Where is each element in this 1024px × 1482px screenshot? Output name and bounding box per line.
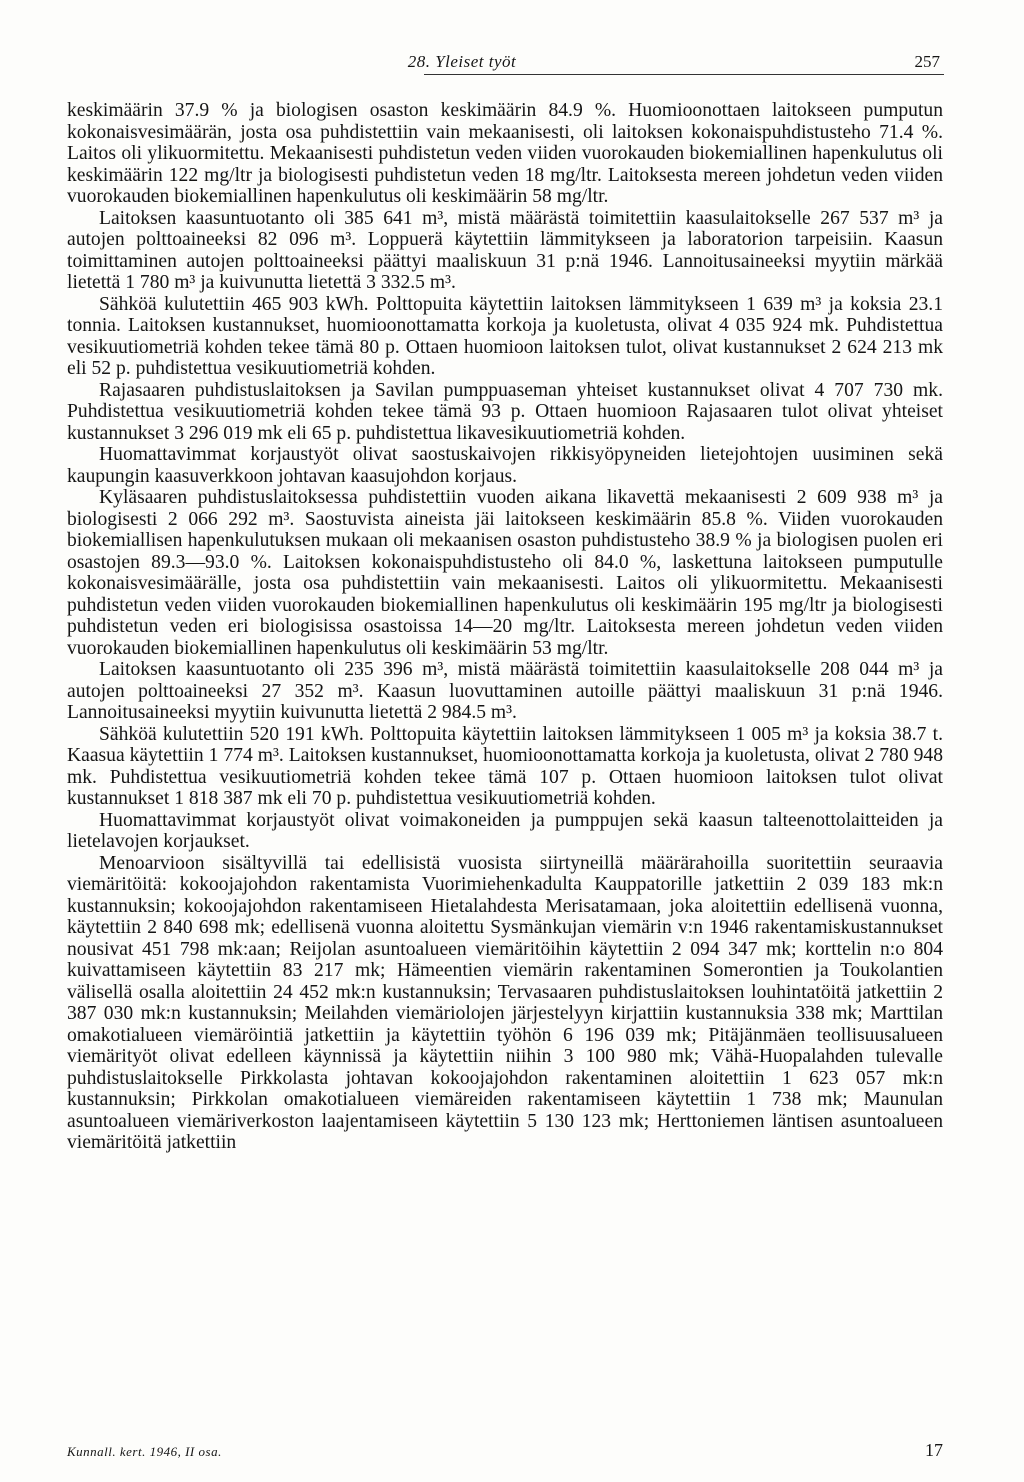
body-text	[67, 100, 943, 1154]
paragraph-8: Sähköä kulutettiin 520 191 kWh. Polttopuita käytettiin laitoksen lämmitykseen 1 005 m³ ja koksia 38.7 t. Kaasua käytettiin 1 774 m³. Laitoksen kustannukset, huomioonottamatta korkoja ja kuoletusta, olivat 2 780 948 mk. Puhdistettua vesikuutiometriä kohden tekee tämä 107 p. Ottaen huomioon laitoksen tulot olivat kustannukset 1 818 387 mk eli 70 p. puhdistettua vesikuutiometriä kohden.	[67, 723, 943, 809]
footer-source: Kunnall. kert. 1946, II osa.	[67, 1444, 222, 1459]
paragraph-3: Sähköä kulutettiin 465 903 kWh. Polttopuita käytettiin laitoksen lämmitykseen 1 639 m³ ja koksia 23.1 tonnia. Laitoksen kustannukset, huomioonottamatta korkoja ja kuoletusta, olivat 4 035 924 mk. Puhdistettua vesikuutiometriä kohden tekee tämä 80 p. Ottaen huomioon laitoksen tulot, olivat kustannukset 2 624 213 mk eli 52 p. puhdistettua vesikuutiometriä kohden.	[67, 293, 943, 379]
page-number: 257	[914, 52, 940, 71]
paragraph-2: Laitoksen kaasuntuotanto oli 385 641 m³, mistä määrästä toimitettiin kaasulaitokselle 267 537 m³ ja autojen polttoaineeksi 82 096 m³. Loppuerä käytettiin lämmitykseen ja laboratorion tarpeisiin. Kaasun toimittaminen autojen polttoaineeksi päättyi maaliskuun 31 p:nä 1946. Lannoitusaineeksi myytiin märkää lietettä 1 780 m³ ja kuivunutta lietettä 3 332.5 m³.	[67, 207, 943, 293]
paragraph-7: Laitoksen kaasuntuotanto oli 235 396 m³, mistä määrästä toimitettiin kaasulaitokselle 208 044 m³ ja autojen polttoaineeksi 27 352 m³. Kaasun luovuttaminen autoille päättyi maaliskuun 31 p:nä 1946. Lannoitusaineeksi myytiin kuivunutta lietettä 2 984.5 m³.	[67, 659, 943, 723]
running-header-title: 28. Yleiset työt	[407, 52, 517, 71]
paragraph-1: keskimäärin 37.9 % ja biologisen osaston keskimäärin 84.9 %. Huomioonottaen laitokseen pumputun kokonaisvesimäärän, josta osa puhdistettiin vain mekaanisesti, oli laitoksen kokonaispuhdistusteho 71.4 %. Laitos oli ylikuormitettu. Mekaanisesti puhdistetun veden viiden vuorokauden biokemiallinen hapenkulutus oli keskimäärin 122 mg/ltr ja biologisesti puhdistetun veden 18 mg/ltr. Laitoksesta mereen johdetun veden viiden vuorokauden biokemiallinen hapenkulutus oli keskimäärin 58 mg/ltr.	[67, 100, 943, 207]
paragraph-5: Huomattavimmat korjaustyöt olivat saostuskaivojen rikkisyöpyneiden lietejohtojen uusiminen sekä kaupungin kaasuverkkoon johtavan kaasujohdon korjaus.	[67, 444, 943, 487]
footer-signature: 17	[925, 1440, 943, 1460]
paragraph-9: Huomattavimmat korjaustyöt olivat voimakoneiden ja pumppujen sekä kaasun talteenottolaitteiden ja lietelavojen korjaukset.	[67, 809, 943, 852]
paragraph-4: Rajasaaren puhdistuslaitoksen ja Savilan pumppuaseman yhteiset kustannukset olivat 4 707 730 mk. Puhdistettua vesikuutiometriä kohden tekee tämä 93 p. Ottaen huomioon Rajasaaren tulot olivat yhteiset kustannukset 3 296 019 mk eli 65 p. puhdistettua likavesikuutiometriä kohden.	[67, 379, 943, 444]
header-rule	[424, 74, 944, 75]
paragraph-10: Menoarvioon sisältyvillä tai edellisistä vuosista siirtyneillä määrärahoilla suoritettiin seuraavia viemäritöitä: kokoojajohdon rakentamista Vuorimiehenkadulta Kauppatorille jatkettiin 2 039 183 mk:n kustannuksin; kokoojajohdon rakentamiseen Hietalahdesta Merisatamaan, joka aloitettiin edellisenä vuonna, käytettiin 2 840 698 mk; edellisenä vuonna aloitettu Sysmänkujan viemärin v:n 1946 rakentamiskustannukset nousivat 451 798 mk:aan; Reijolan asuntoalueen viemäritöihin käytettiin 2 094 347 mk; korttelin n:o 804 kuivattamiseen käytettiin 83 217 mk; Hämeentien viemärin rakentaminen Somerontien ja Toukolantien välisellä osalla aloitettiin 24 452 mk:n kustannuksin; Tervasaaren puhdistuslaitoksen louhintatöitä jatkettiin 2 387 030 mk:n kustannuksin; Meilahden viemäriolojen järjestelyyn kirjattiin kustannuksia 338 mk; Marttilan omakotialueen viemäröintiä jatkettiin ja käytettiin työhön 6 196 039 mk; Pitäjänmäen teollisuusalueen viemärityöt olivat edelleen käynnissä ja käytettiin niihin 3 100 980 mk; Vähä-Huopalahden tulevalle puhdistuslaitokselle Pirkkolasta johtavan kokoojajohdon rakentaminen aloitettiin 1 623 057 mk:n kustannuksin; Pirkkolan omakotialueen viemäreiden rakentamiseen käytettiin 1 738 mk; Maunulan asuntoalueen viemäriverkoston laajentamiseen käytettiin 5 130 123 mk; Herttoniemen läntisen asuntoalueen viemäritöitä jatkettiin	[67, 852, 943, 1153]
paragraph-6: Kyläsaaren puhdistuslaitoksessa puhdistettiin vuoden aikana likavettä mekaanisesti 2 609 938 m³ ja biologisesti 2 066 292 m³. Saostuvista aineista jäi laitokseen keskimäärin 85.8 %. Viiden vuorokauden biokemiallisen hapenkulutuksen mukaan oli mekaanisen osaston puhdistusteho 38.9 % ja biologisen puolen eri osastojen 89.3—93.0 %. Laitoksen kokonaispuhdistusteho oli 84.0 %, laskettuna laitokseen pumputulle kokonaisvesimäärälle, josta osa puhdistettiin vain mekaanisesti. Laitos oli ylikuormitettu. Mekaanisesti puhdistetun veden viiden vuorokauden biokemiallinen hapenkulutus oli keskimäärin 195 mg/ltr ja biologisesti puhdistetun veden eri biologisissa osastoissa 14—20 mg/ltr. Laitoksesta mereen johdetun veden viiden vuorokauden biokemiallinen hapenkulutus oli keskimäärin 53 mg/ltr.	[67, 487, 943, 659]
